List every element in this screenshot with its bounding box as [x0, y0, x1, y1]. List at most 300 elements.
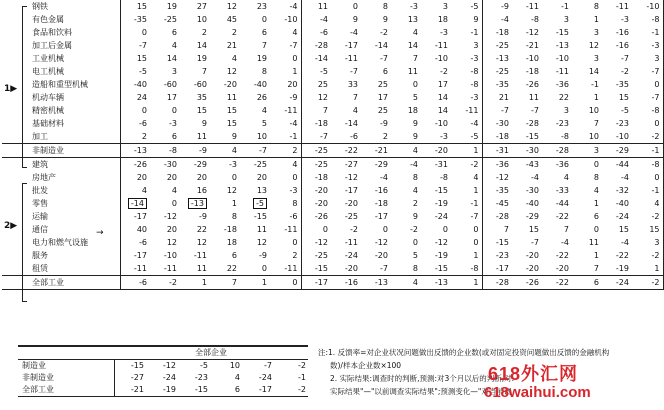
summary-cell: -24 — [258, 373, 272, 382]
table-cell: -18 — [301, 171, 331, 184]
table-cell: 4 — [563, 172, 569, 182]
watermark-url: 618waihui.com — [484, 384, 591, 401]
table-cell: -36 — [555, 159, 569, 169]
table-cell: -40 — [525, 198, 539, 208]
table-cell: -30 — [482, 117, 512, 130]
table-cell: 8 — [231, 211, 237, 221]
table-cell: 2 — [201, 27, 207, 37]
table-cell: 35 — [196, 92, 207, 102]
table-cell: -3 — [470, 53, 479, 63]
table-cell: -16 — [615, 27, 629, 37]
row-label: 电工机械 — [32, 66, 64, 76]
table-cell: -7 — [380, 263, 388, 273]
table-cell: 0 — [261, 263, 267, 273]
table-cell: 4 — [593, 185, 599, 195]
table-row — [2, 262, 663, 276]
table-cell: -2 — [350, 224, 358, 234]
table-cell: 12 — [588, 40, 599, 50]
table-cell: 11 — [196, 263, 207, 273]
table-cell: -23 — [482, 249, 512, 262]
table-cell: -35 — [120, 13, 150, 26]
row-label: 通信 — [32, 224, 48, 234]
table-cell: 3 — [171, 66, 177, 76]
table-cell: 40 — [120, 223, 150, 236]
table-cell: 3 — [632, 236, 663, 249]
table-cell: 4 — [412, 185, 418, 195]
table-cell: 3 — [563, 105, 569, 115]
table-cell: -8 — [470, 263, 479, 273]
table-cell: -2 — [621, 66, 629, 76]
table-cell: -8 — [561, 131, 569, 141]
table-cell: -2 — [440, 66, 448, 76]
table-cell: -4 — [380, 172, 388, 182]
boxed-value: -14 — [128, 198, 147, 209]
table-cell: 9 — [201, 118, 207, 128]
table-cell: 1 — [593, 250, 599, 260]
table-cell: 0 — [120, 104, 150, 117]
table-cell: 3 — [632, 52, 663, 65]
table-cell: 8 — [412, 172, 418, 182]
summary-header: 全部企业 — [114, 346, 308, 360]
table-cell: -45 — [482, 197, 512, 210]
table-cell: -29 — [525, 211, 539, 221]
table-cell: -5 — [301, 65, 331, 78]
table-cell: -25 — [301, 158, 331, 172]
summary-row — [18, 384, 308, 397]
table-cell: 24 — [120, 91, 150, 104]
table-cell: -10 — [555, 53, 569, 63]
summary-cell: -19 — [162, 385, 176, 394]
table-cell: 6 — [572, 276, 602, 290]
table-cell: -11 — [284, 224, 298, 234]
row-label: 钢铁 — [32, 1, 48, 11]
table-cell: -29 — [602, 144, 632, 158]
table-cell: -16 — [615, 40, 629, 50]
table-cell: 7 — [482, 223, 512, 236]
table-cell: -8 — [470, 66, 479, 76]
table-cell: -9 — [289, 92, 298, 102]
table-cell: 6 — [593, 211, 599, 221]
table-cell: 1 — [593, 92, 599, 102]
table-cell: 4 — [292, 27, 298, 37]
summary-row — [18, 360, 308, 373]
table-row — [2, 197, 663, 210]
table-cell: -11 — [434, 40, 448, 50]
table-cell: -20 — [555, 263, 569, 273]
table-cell: 9 — [231, 131, 237, 141]
table-row — [2, 249, 663, 262]
table-cell: -11 — [344, 53, 358, 63]
table-cell: 9 — [352, 14, 358, 24]
table-cell: -20 — [525, 263, 539, 273]
table-cell: -40 — [120, 78, 150, 91]
table-cell: -7 — [350, 66, 358, 76]
table-cell: -25 — [163, 14, 177, 24]
table-cell: -6 — [120, 276, 150, 290]
table-cell: -18 — [301, 117, 331, 130]
table-cell: -3 — [470, 92, 479, 102]
table-cell: 4 — [292, 159, 298, 169]
table-cell: 20 — [256, 172, 267, 182]
summary-table-wrap — [18, 345, 308, 397]
table-cell: -1 — [632, 26, 663, 39]
table-cell: -15 — [434, 185, 448, 195]
table-cell: -13 — [120, 144, 150, 158]
table-cell: -5 — [470, 1, 479, 11]
table-cell: -26 — [512, 276, 542, 290]
table-cell: 1 — [180, 276, 210, 290]
table-cell: -25 — [301, 144, 331, 158]
table-cell: -23 — [555, 118, 569, 128]
table-cell: -25 — [301, 249, 331, 262]
table-cell: -11 — [284, 263, 298, 273]
table-cell: -11 — [193, 250, 207, 260]
table-cell: -28 — [525, 118, 539, 128]
table-cell: -6 — [301, 26, 331, 39]
table-cell: -36 — [482, 158, 512, 172]
table-cell: -10 — [525, 53, 539, 63]
table-cell: 1 — [451, 276, 482, 290]
table-cell: 7 — [563, 224, 569, 234]
table-cell: 11 — [301, 0, 331, 13]
row-label: 服务 — [32, 250, 48, 260]
table-cell: 6 — [261, 27, 267, 37]
table-cell: 18 — [407, 105, 418, 115]
table-cell: -13 — [361, 276, 391, 290]
table-cell — [120, 197, 150, 210]
table-cell: -33 — [555, 185, 569, 195]
table-cell: -9 — [380, 118, 388, 128]
table-cell: 17 — [377, 92, 388, 102]
table-cell: 4 — [261, 105, 267, 115]
table-cell: -12 — [482, 171, 512, 184]
table-cell: 0 — [382, 224, 388, 234]
table-cell: -43 — [525, 159, 539, 169]
table-cell: -12 — [344, 172, 358, 182]
row-label: 运输 — [32, 211, 48, 221]
table-cell: -15 — [555, 27, 569, 37]
table-cell: -7 — [240, 144, 270, 158]
table-cell: -4 — [621, 237, 629, 247]
boxed-value: -13 — [188, 198, 207, 209]
table-cell: -31 — [482, 144, 512, 158]
table-cell: -10 — [615, 131, 629, 141]
table-cell: 18 — [226, 237, 237, 247]
table-cell: -4 — [482, 13, 512, 26]
table-cell: -3 — [289, 185, 298, 195]
table-cell: 1 — [451, 144, 482, 158]
table-cell: -9 — [482, 0, 512, 13]
table-cell: -3 — [621, 14, 629, 24]
row-label: 房地产 — [32, 172, 56, 182]
table-cell — [240, 197, 270, 210]
group-marker-1: 1▶ — [4, 84, 18, 94]
table-row — [2, 171, 663, 184]
summary-cell: 4 — [234, 373, 240, 382]
table-cell: -14 — [374, 40, 388, 50]
table-cell: -28 — [542, 144, 572, 158]
table-cell: -30 — [525, 185, 539, 195]
table-cell: -7 — [380, 53, 388, 63]
table-cell: -27 — [344, 159, 358, 169]
table-cell: -7 — [301, 130, 331, 144]
table-cell: -2 — [632, 210, 663, 223]
table-cell: -4 — [289, 118, 298, 128]
table-cell: 3 — [473, 40, 479, 50]
table-cell: 0 — [473, 224, 479, 234]
table-cell: 10 — [588, 131, 599, 141]
table-cell: -9 — [199, 211, 207, 221]
table-cell: -4 — [561, 237, 569, 247]
table-cell: -8 — [470, 79, 479, 89]
table-cell: 14 — [407, 40, 418, 50]
table-cell: -5 — [470, 131, 479, 141]
table-cell: -35 — [615, 79, 629, 89]
table-cell: 15 — [226, 118, 237, 128]
table-cell: 45 — [226, 14, 237, 24]
table-cell: 4 — [391, 144, 421, 158]
row-label: 加工 — [32, 131, 48, 141]
table-cell: 8 — [593, 1, 599, 11]
table-cell: 11 — [226, 92, 237, 102]
table-cell: 7 — [352, 92, 358, 102]
table-cell: -6 — [289, 211, 298, 221]
summary-table — [18, 345, 308, 397]
row-label: 全部工业 — [28, 276, 120, 290]
table-cell: -22 — [331, 144, 361, 158]
table-cell: 7 — [261, 40, 267, 50]
row-label: 建筑 — [32, 159, 48, 169]
table-cell: -11 — [615, 1, 629, 11]
table-row — [2, 0, 663, 13]
table-cell: 20 — [166, 172, 177, 182]
table-cell: 11 — [588, 237, 599, 247]
table-cell: -5 — [120, 65, 150, 78]
table-cell: -10 — [632, 0, 663, 13]
table-cell: 7 — [201, 66, 207, 76]
table-cell: 8 — [292, 198, 298, 208]
table-cell: 15 — [226, 105, 237, 115]
note-line: 数)/样本企业数×100 — [330, 361, 402, 370]
table-cell: -8 — [150, 144, 180, 158]
table-cell: -40 — [253, 79, 267, 89]
table-cell: -20 — [344, 263, 358, 273]
table-cell: 10 — [588, 105, 599, 115]
table-cell: -17 — [120, 210, 150, 223]
table-cell: -17 — [344, 40, 358, 50]
table-cell: -11 — [163, 263, 177, 273]
table-cell: -3 — [410, 1, 418, 11]
summary-cell: -7 — [264, 361, 272, 370]
table-cell: 15 — [632, 223, 663, 236]
survey-table — [2, 0, 664, 290]
table-cell: 9 — [412, 118, 418, 128]
table-cell: 12 — [301, 91, 331, 104]
table-cell: 0 — [352, 1, 358, 11]
table-cell: 20 — [120, 171, 150, 184]
row-label: 机动车辆 — [32, 92, 64, 102]
summary-row-label: 非制造业 — [22, 373, 54, 382]
table-cell: -11 — [555, 66, 569, 76]
table-cell: 0 — [261, 14, 267, 24]
table-cell: 8 — [593, 172, 599, 182]
table-cell: 0 — [632, 117, 663, 130]
summary-cell: -1 — [298, 373, 306, 382]
table-cell: 9 — [412, 131, 418, 141]
note-line: 实际结果"—"以前调查实际结果";预测变化—"对当前调 — [330, 387, 512, 396]
table-cell: -21 — [361, 144, 391, 158]
table-cell: 3 — [572, 144, 602, 158]
table-row — [2, 39, 663, 52]
table-cell: -28 — [482, 210, 512, 223]
table-cell: 4 — [231, 53, 237, 63]
table-cell: 20 — [287, 79, 298, 89]
table-cell: 4 — [210, 144, 240, 158]
row-label: 加工后金属 — [32, 40, 72, 50]
table-cell: 12 — [226, 66, 237, 76]
row-label: 造船和重型机械 — [32, 79, 88, 89]
table-cell: -8 — [531, 14, 539, 24]
table-cell: -25 — [482, 65, 512, 78]
row-label: 精密机械 — [32, 105, 64, 115]
table-cell: 7 — [593, 118, 599, 128]
table-cell: -20 — [301, 197, 331, 210]
table-cell: 14 — [437, 92, 448, 102]
table-cell: 1 — [231, 198, 237, 208]
table-cell: 6 — [171, 27, 177, 37]
table-cell: 11 — [196, 131, 207, 141]
table-cell: -11 — [120, 262, 150, 276]
table-cell: -8 — [632, 158, 663, 172]
table-cell: -44 — [555, 198, 569, 208]
table-cell: -7 — [632, 65, 663, 78]
table-cell: -10 — [284, 14, 298, 24]
table-cell: 2 — [412, 198, 418, 208]
table-cell: 7 — [593, 263, 599, 273]
table-cell: -17 — [344, 185, 358, 195]
table-cell: 3 — [593, 27, 599, 37]
table-cell: -7 — [531, 105, 539, 115]
table-cell: 1 — [473, 185, 479, 195]
table-cell: -14 — [344, 118, 358, 128]
table-cell: 4 — [412, 27, 418, 37]
table-cell: -11 — [344, 237, 358, 247]
table-cell: -44 — [615, 159, 629, 169]
table-cell: 12 — [226, 185, 237, 195]
table-cell: -2 — [150, 276, 180, 290]
table-row — [2, 52, 663, 65]
table-cell: 15 — [528, 224, 539, 234]
row-label: 租赁 — [32, 263, 48, 273]
table-cell: -26 — [525, 79, 539, 89]
table-cell: 5 — [412, 92, 418, 102]
table-cell: -7 — [632, 91, 663, 104]
table-cell: -2 — [632, 130, 663, 144]
table-cell: 0 — [231, 172, 237, 182]
table-cell: -4 — [621, 172, 629, 182]
table-cell: -22 — [615, 250, 629, 260]
table-cell: 1 — [292, 66, 298, 76]
row-label: 电力和燃气设施 — [32, 237, 88, 247]
table-cell: 0 — [171, 198, 177, 208]
table-cell: -3 — [632, 39, 663, 52]
table-cell: -23 — [615, 118, 629, 128]
table-cell: -18 — [482, 130, 512, 144]
table-cell: -15 — [434, 263, 448, 273]
table-cell: -28 — [482, 276, 512, 290]
table-cell: -3 — [229, 159, 237, 169]
table-cell: 17 — [166, 92, 177, 102]
table-cell: -10 — [434, 53, 448, 63]
table-cell: -4 — [531, 172, 539, 182]
table-cell: -6 — [350, 131, 358, 141]
table-cell: 25 — [377, 105, 388, 115]
table-cell: -19 — [434, 250, 448, 260]
summary-header-spacer — [18, 346, 114, 360]
table-cell: 1 — [632, 262, 663, 276]
table-cell: 1 — [593, 14, 599, 24]
table-cell: -12 — [374, 237, 388, 247]
table-cell: -31 — [434, 159, 448, 169]
table-row — [2, 276, 663, 290]
table-cell: 21 — [226, 40, 237, 50]
table-cell: -7 — [289, 40, 298, 50]
table-cell: 33 — [347, 79, 358, 89]
table-row — [2, 104, 663, 117]
table-cell: 11 — [407, 66, 418, 76]
note-line: 2. 实际结果:调查时的判断,预测:对3个月以后的判断,对: — [330, 374, 515, 383]
table-cell: -30 — [512, 144, 542, 158]
table-cell: 9 — [382, 14, 388, 24]
table-cell: -9 — [259, 250, 267, 260]
group-bracket-manufacturing — [22, 6, 27, 168]
table-cell: 14 — [588, 66, 599, 76]
table-cell: -2 — [410, 224, 418, 234]
table-cell: 4 — [391, 276, 421, 290]
table-cell: 2 — [292, 250, 298, 260]
table-row — [2, 65, 663, 78]
summary-row-label: 全部工业 — [22, 385, 54, 394]
group-marker-2: 2▶ — [4, 221, 18, 231]
table-cell: 0 — [171, 105, 177, 115]
summary-cell: -21 — [114, 384, 146, 397]
table-cell: -18 — [223, 224, 237, 234]
summary-cell: -15 — [194, 385, 208, 394]
table-cell: -60 — [193, 79, 207, 89]
table-cell: 7 — [210, 276, 240, 290]
table-cell: -8 — [440, 172, 448, 182]
table-cell: -7 — [621, 53, 629, 63]
table-cell: -2 — [632, 249, 663, 262]
summary-cell: -24 — [162, 373, 176, 382]
table-cell: 12 — [166, 237, 177, 247]
table-cell: -13 — [555, 40, 569, 50]
table-cell: -35 — [482, 184, 512, 197]
table-cell: 20 — [166, 224, 177, 234]
table-cell: 1 — [593, 198, 599, 208]
table-cell: -1 — [289, 131, 298, 141]
table-cell: -19 — [615, 263, 629, 273]
summary-cell: -2 — [298, 385, 306, 394]
table-cell: -1 — [632, 144, 663, 158]
summary-cell: -15 — [114, 360, 146, 373]
table-cell: 12 — [256, 237, 267, 247]
table-row — [2, 91, 663, 104]
table-cell: -12 — [301, 236, 331, 249]
table-cell: -2 — [380, 27, 388, 37]
table-cell: -25 — [253, 159, 267, 169]
table-cell: -22 — [542, 276, 572, 290]
